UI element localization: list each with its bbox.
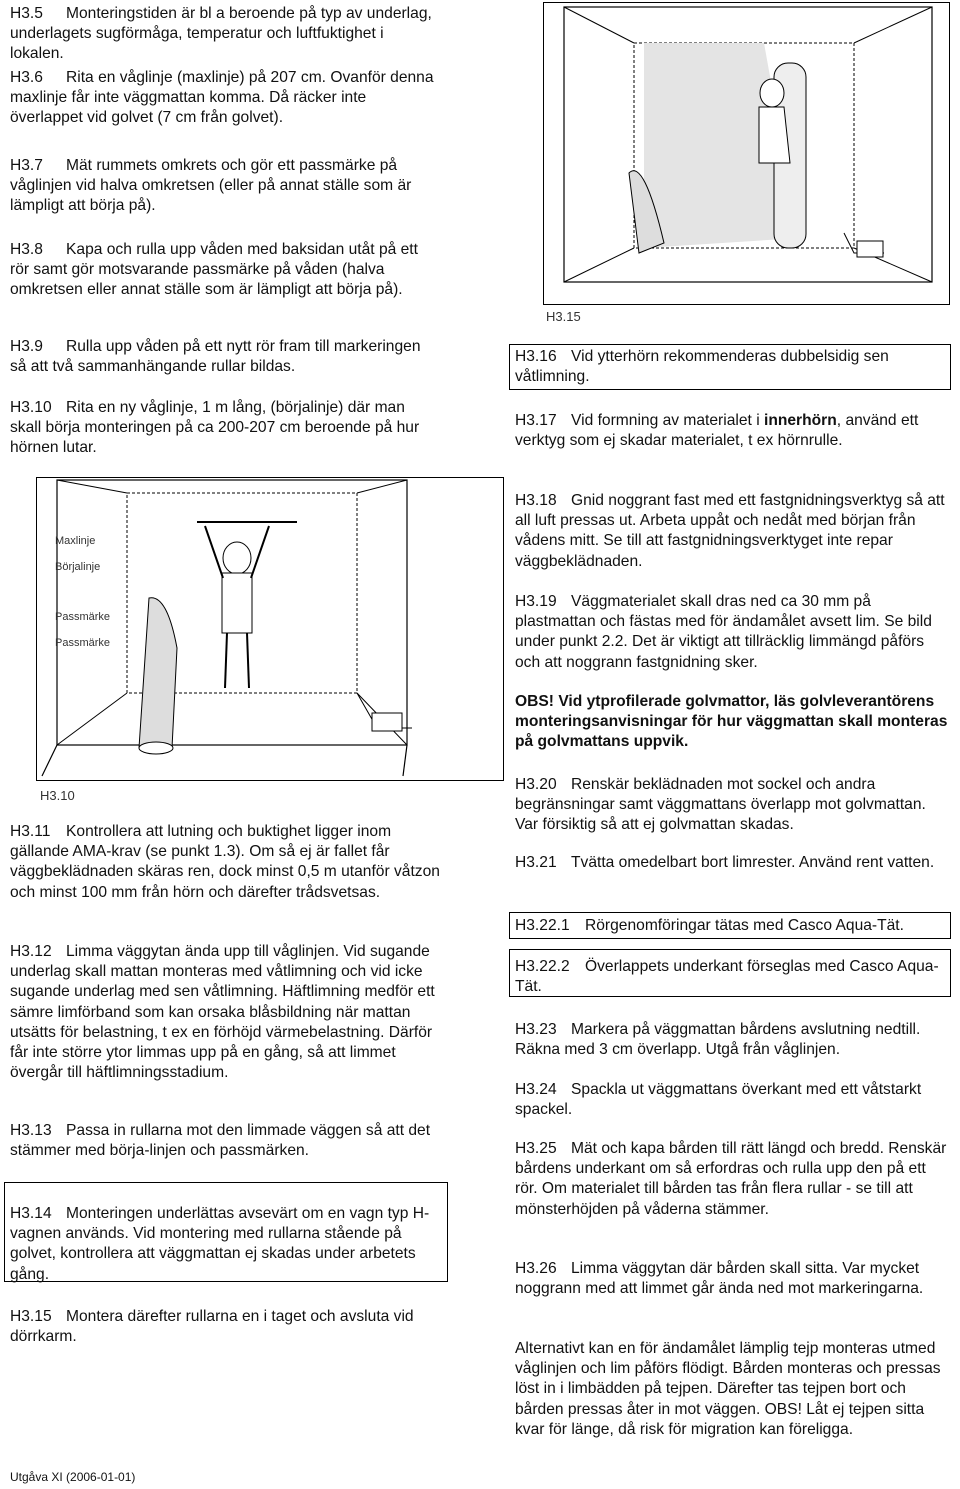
para-h3-8: H3.8 Kapa och rulla upp våden med baksidan utåt på ett rör samt gör motsvarande passmärke på våden (halva omkretsen eller annat ställe som är lämpligt att börja på).	[10, 241, 418, 299]
para-h3-22-1: H3.22.1 Rörgenomföringar tätas med Casco Aqua-Tät.	[515, 917, 904, 934]
para-h3-18: H3.18 Gnid noggrant fast med ett fastgnidningsverktyg så att all luft pressas ut. Arbeta uppåt och nedåt med början från vådens mitt. Se till att fastgnidningsverktyget inte repar väggbeklädnaden.	[515, 492, 945, 570]
para-h3-7: H3.7 Mät rummets omkrets och gör ett passmärke på våglinjen vid halva omkretsen (eller på annat ställe som är lämpligt att börja på).	[10, 157, 412, 215]
para-h3-22-2: H3.22.2 Överlappets underkant förseglas med Casco Aqua-Tät.	[515, 958, 939, 996]
para-h3-15: H3.15 Montera därefter rullarna en i taget och avsluta vid dörrkarm.	[10, 1308, 414, 1346]
label-passmarke-2: Passmärke	[55, 637, 111, 649]
para-h3-10: H3.10 Rita en ny våglinje, 1 m lång, (börjalinje) där man skall börja monteringen på ca 200-207 cm beroende på hur hörnen lutar.	[10, 399, 420, 457]
para-h3-14: H3.14 Monteringen underlättas avsevärt om en vagn typ H-vagnen används. Vid montering med rullarna stående på golvet, kontrollera att väggmattan ej skadas under arbetets gång.	[10, 1205, 430, 1283]
para-h3-23: H3.23 Markera på väggmattan bårdens avslutning nedtill. Räkna med 3 cm överlapp. Utgå från våglinjen.	[515, 1021, 921, 1059]
para-alternative: Alternativt kan en för ändamålet lämplig tejp monteras utmed våglinjen och lim påförs flödigt. Bården monteras och pressas löst in i limbädden på tejpen. Därefter tas tejpen bort och bården pressas åter in mot väggen. OBS! Låt ej tejpen sitta kvar för länge, då risk för migration kan föreligga.	[515, 1340, 941, 1438]
para-h3-6: H3.6 Rita en våglinje (maxlinje) på 207 cm. Ovanför denna maxlinje får inte väggmattan komma. Då räcker inte överlappet vid golvet (7 cm från golvet).	[10, 69, 434, 127]
label-borjalinje: Börjalinje	[55, 561, 101, 573]
para-h3-24: H3.24 Spackla ut väggmattans överkant med ett våtstarkt spackel.	[515, 1081, 922, 1119]
para-h3-21: H3.21 Tvätta omedelbart bort limrester. Använd rent vatten.	[515, 854, 935, 871]
figure-h3-10	[36, 477, 504, 781]
para-h3-20: H3.20 Renskär beklädnaden mot sockel och andra begränsningar samt väggmattans överlapp mot golvmattan. Var försiktig så att ej golvmattan skadas.	[515, 776, 926, 834]
room-illustration	[37, 478, 503, 780]
label-passmarke-1: Passmärke	[55, 611, 111, 623]
para-h3-12: H3.12 Limma väggytan ända upp till våglinjen. Vid sugande underlag skall mattan monteras med våtlimning och vid icke sugande underlag med sen våtlimning. Häftlimning medför ett sämre limförband som kan orsaka blåsbildning när mattan utsätts för belastning, t ex en förhöjd värmebelastning. Därför får inte större ytor limmas upp på en gång, så att limmet övergår till häftlimningsstadium.	[10, 943, 435, 1082]
para-h3-5: H3.5 Monteringstiden är bl a beroende på typ av underlag, underlagets sugförmåga, temperatur och luftfuktighet i lokalen.	[10, 5, 432, 63]
footer-edition: Utgåva XI (2006-01-01)	[10, 1470, 136, 1484]
para-h3-25: H3.25 Mät och kapa bården till rätt längd och bredd. Renskär bårdens underkant om så erfordras och rulla upp den på ett rör. Om materialet till bården tas från flera rullar - se till att mönsterhöjden på våderna stämmer.	[515, 1140, 947, 1218]
para-h3-17: H3.17 Vid formning av materialet i innerhörn, använd ett verktyg som ej skadar materialet, t ex hörnrulle.	[515, 412, 919, 450]
label-maxlinje: Maxlinje	[55, 535, 96, 547]
para-h3-13: H3.13 Passa in rullarna mot den limmade väggen så att det stämmer med börja-linjen och passmärken.	[10, 1122, 431, 1160]
caption-h3-15: H3.15	[546, 309, 581, 324]
room-corner-illustration	[544, 3, 949, 304]
caption-h3-10: H3.10	[40, 788, 75, 803]
para-h3-16: H3.16 Vid ytterhörn rekommenderas dubbelsidig sen våtlimning.	[515, 348, 889, 386]
obs-warning: OBS! Vid ytprofilerade golvmattor, läs golvleverantörens monteringsanvisningar för hur väggmattan skall monteras på golvmattans uppvik.	[515, 693, 948, 751]
para-h3-11: H3.11 Kontrollera att lutning och buktighet ligger inom gällande AMA-krav (se punkt 1.3). Om så ej är fallet får väggbeklädnaden skäras ren, dock minst 0,5 m utanför våtzon och minst 100 mm från hörn och därefter trådsvetsas.	[10, 823, 440, 901]
para-h3-26: H3.26 Limma väggytan där bården skall sitta. Var mycket noggrann med att limmet går ända ned mot markeringarna.	[515, 1260, 924, 1298]
para-h3-9: H3.9 Rulla upp våden på ett nytt rör fram till markeringen så att två sammanhängande rullar bildas.	[10, 338, 421, 376]
figure-h3-15	[543, 2, 950, 305]
para-h3-19: H3.19 Väggmaterialet skall dras ned ca 30 mm på plastmattan och fästas med för ändamålet avsett lim. Se bild under punkt 2.2. Det är viktigt att tillräcklig limmängd påförs och att noggrann fastgnidning sker.	[515, 593, 932, 671]
